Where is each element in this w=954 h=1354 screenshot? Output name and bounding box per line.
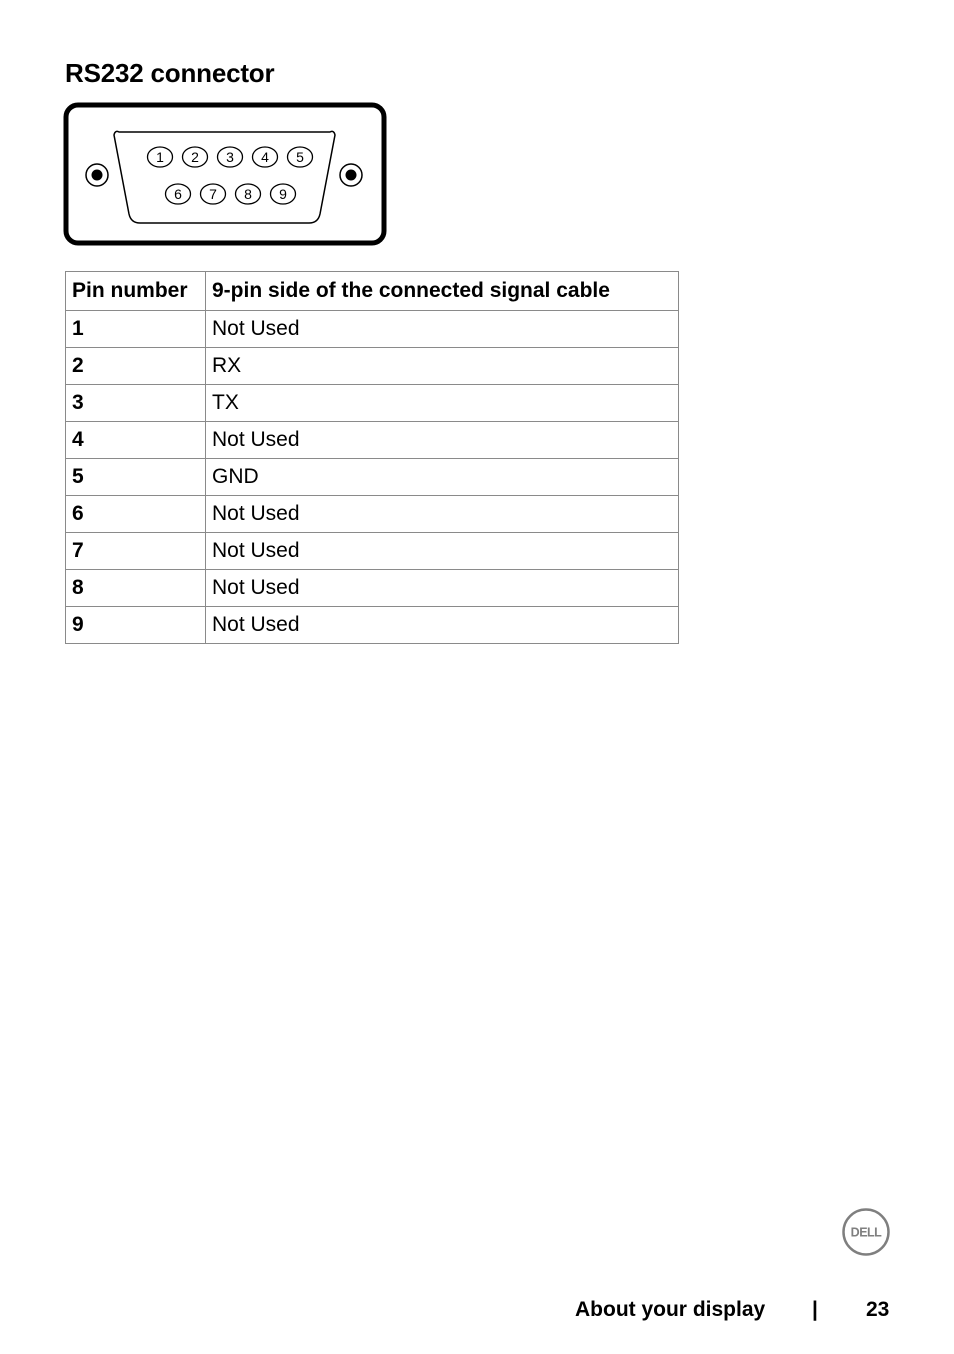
signal-cell: Not Used: [206, 422, 679, 459]
connector-pin-label: 4: [261, 149, 269, 165]
connector-pin-label: 9: [279, 186, 287, 202]
table-row: [66, 348, 679, 385]
signal-cell: Not Used: [206, 533, 679, 570]
connector-pin-label: 3: [226, 149, 234, 165]
connector-pin-9: [271, 184, 296, 204]
connector-pin-5: [288, 147, 313, 167]
connector-shell: [114, 131, 335, 223]
pin-number-cell: 7: [66, 533, 206, 570]
pin-number-cell: 8: [66, 570, 206, 607]
pin-number-cell: 4: [66, 422, 206, 459]
signal-cell: Not Used: [206, 311, 679, 348]
connector-pin-6: [166, 184, 191, 204]
signal-cell: Not Used: [206, 570, 679, 607]
footer-separator: |: [812, 1298, 818, 1321]
pin-number-cell: 9: [66, 607, 206, 644]
pin-number-cell: 1: [66, 311, 206, 348]
connector-pin-label: 7: [209, 186, 217, 202]
pin-number-cell: 6: [66, 496, 206, 533]
footer-page-number: 23: [866, 1298, 890, 1321]
signal-cell: GND: [206, 459, 679, 496]
connector-pin-label: 8: [244, 186, 252, 202]
table-row: [66, 607, 679, 644]
mounting-screw-left: [86, 164, 108, 186]
signal-cell: RX: [206, 348, 679, 385]
table-row: [66, 496, 679, 533]
table-row: [66, 459, 679, 496]
connector-pin-3: [218, 147, 243, 167]
table-row: [66, 422, 679, 459]
footer-section-title: About your display: [575, 1298, 766, 1321]
table-row: [66, 311, 679, 348]
signal-cell: Not Used: [206, 607, 679, 644]
connector-pin-label: 6: [174, 186, 182, 202]
header-pin-number: Pin number: [66, 272, 206, 311]
connector-pin-label: 1: [156, 149, 164, 165]
db9-connector-diagram: [63, 102, 387, 246]
dell-logo-icon: [842, 1208, 890, 1256]
header-signal: 9-pin side of the connected signal cable: [206, 272, 679, 311]
connector-pin-4: [253, 147, 278, 167]
table-row: [66, 533, 679, 570]
connector-pin-2: [183, 147, 208, 167]
table-row: [66, 570, 679, 607]
section-title: RS232 connector: [65, 58, 275, 88]
connector-pin-7: [201, 184, 226, 204]
signal-cell: TX: [206, 385, 679, 422]
table-header-row: [66, 272, 679, 311]
signal-cell: Not Used: [206, 496, 679, 533]
connector-pin-1: [148, 147, 173, 167]
connector-pin-label: 5: [296, 149, 304, 165]
connector-pin-8: [236, 184, 261, 204]
pin-number-cell: 3: [66, 385, 206, 422]
table-row: [66, 385, 679, 422]
pin-assignment-table: [65, 271, 679, 644]
pin-number-cell: 5: [66, 459, 206, 496]
dell-logo-text: DELL: [850, 1225, 882, 1240]
connector-pin-label: 2: [191, 149, 199, 165]
pin-number-cell: 2: [66, 348, 206, 385]
mounting-screw-right: [340, 164, 362, 186]
